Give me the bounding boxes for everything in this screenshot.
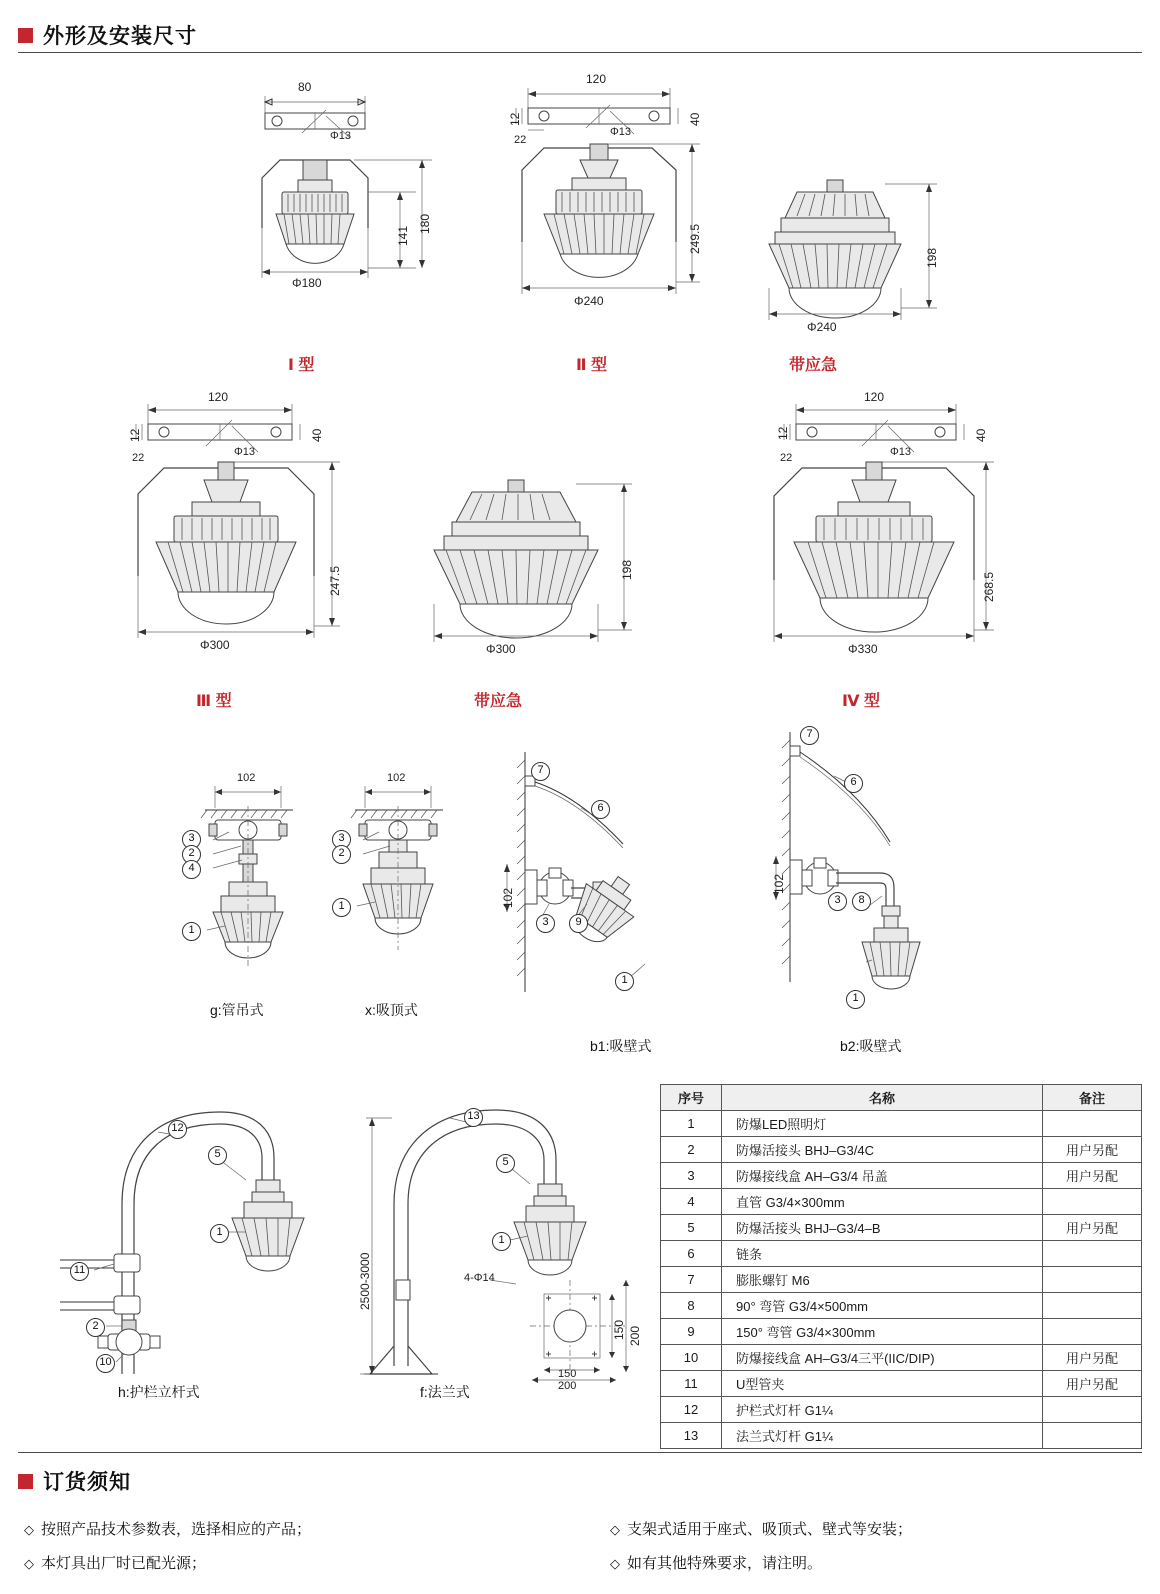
- table-row: [661, 1137, 1142, 1163]
- callout-2: 2: [86, 1318, 105, 1337]
- cell-no: 7: [661, 1267, 722, 1293]
- cell-remark: [1043, 1189, 1142, 1215]
- callout-3: 3: [536, 914, 555, 933]
- caption-mount-g: g:管吊式: [210, 1002, 264, 1018]
- cell-no: 9: [661, 1319, 722, 1345]
- dim-mount-f-plate-d: 200: [558, 1380, 577, 1392]
- dim-type1-height-inner: 141: [396, 225, 410, 246]
- cell-no: 13: [661, 1423, 722, 1449]
- cell-no: 11: [661, 1371, 722, 1397]
- dim-type1-height-outer: 180: [418, 213, 432, 234]
- caption-emergency2: 带应急: [474, 693, 523, 710]
- callout-12: 12: [168, 1120, 187, 1139]
- table-row: [661, 1267, 1142, 1293]
- dim-emergency1-diameter: Φ240: [807, 320, 837, 334]
- dim-type4-hole: Φ13: [890, 446, 912, 458]
- caption-mount-f: f:法兰式: [420, 1384, 470, 1400]
- dim-type1-hole: Φ13: [330, 130, 352, 142]
- diamond-icon: ◇: [610, 1522, 620, 1537]
- table-header-remark: 备注: [1043, 1085, 1142, 1111]
- dim-mount-f-holes: 4-Φ14: [464, 1272, 495, 1284]
- dim-type3-bracket-end: 22: [132, 452, 145, 464]
- table-row: [661, 1215, 1142, 1241]
- cell-name: U型管夹: [722, 1371, 1043, 1397]
- figure-mount-b1: [501, 752, 735, 1017]
- dim-mount-g: 102: [237, 772, 256, 784]
- dim-type2-bracket-right: 40: [688, 112, 702, 126]
- callout-1: 1: [846, 990, 865, 1009]
- dim-type2-hole: Φ13: [610, 126, 632, 138]
- dim-type2-height: 249.5: [688, 223, 702, 254]
- cell-remark: [1043, 1319, 1142, 1345]
- diamond-icon: ◇: [24, 1522, 34, 1537]
- caption-type1: Ⅰ 型: [288, 357, 315, 374]
- dim-mount-f-plate-c: 150: [558, 1368, 577, 1380]
- figure-type3: [118, 390, 348, 673]
- cell-no: 8: [661, 1293, 722, 1319]
- cell-name: 150° 弯管 G3/4×300mm: [722, 1319, 1043, 1345]
- order-note-right-2: ◇ 如有其他特殊要求，请注明。: [610, 1555, 823, 1572]
- cell-remark: 用户另配: [1043, 1163, 1142, 1189]
- callout-10: 10: [96, 1354, 115, 1373]
- order-note-right-1: ◇ 支架式适用于座式、吸顶式、壁式等安装；: [610, 1521, 913, 1538]
- dim-type4-height: 268.5: [982, 571, 996, 602]
- dim-type1-bracket-width: 80: [298, 80, 312, 94]
- section-title-outline: 外形及安装尺寸: [43, 25, 197, 48]
- dim-type4-bracket-width: 120: [864, 390, 885, 404]
- dim-type3-bracket-right: 40: [310, 428, 324, 442]
- figure-emergency1: [735, 180, 945, 345]
- callout-3: 3: [332, 830, 351, 849]
- figure-mount-b2: [770, 728, 1000, 1017]
- dim-type4-diameter: Φ330: [848, 642, 878, 656]
- callout-7: 7: [531, 762, 550, 781]
- table-row: [661, 1163, 1142, 1189]
- callout-5: 5: [208, 1146, 227, 1165]
- cell-no: 10: [661, 1345, 722, 1371]
- cell-name: 链条: [722, 1241, 1043, 1267]
- order-note-left-2: ◇ 本灯具出厂时已配光源；: [24, 1555, 207, 1572]
- cell-no: 1: [661, 1111, 722, 1137]
- cell-no: 3: [661, 1163, 722, 1189]
- cell-remark: [1043, 1423, 1142, 1449]
- figure-mount-g: [185, 772, 315, 995]
- cell-no: 2: [661, 1137, 722, 1163]
- callout-1: 1: [615, 972, 634, 991]
- callout-2: 2: [182, 845, 201, 864]
- cell-remark: [1043, 1293, 1142, 1319]
- dim-mount-f-plate-a: 150: [612, 1319, 626, 1340]
- cell-no: 4: [661, 1189, 722, 1215]
- callout-3: 3: [828, 892, 847, 911]
- callout-3: 3: [182, 830, 201, 849]
- table-row: [661, 1241, 1142, 1267]
- table-row: [661, 1371, 1142, 1397]
- table-header-row: [661, 1085, 1142, 1111]
- dim-type4-bracket-right: 40: [974, 428, 988, 442]
- callout-5: 5: [496, 1154, 515, 1173]
- callout-6: 6: [844, 774, 863, 793]
- section-title-order: 订货须知: [43, 1471, 131, 1494]
- table-row: [661, 1423, 1142, 1449]
- dim-type2-bracket-thick: 12: [508, 112, 522, 126]
- cell-name: 防爆活接头 BHJ–G3/4C: [722, 1137, 1043, 1163]
- caption-mount-b1: b1:吸壁式: [590, 1038, 652, 1054]
- cell-remark: [1043, 1267, 1142, 1293]
- callout-9: 9: [569, 914, 588, 933]
- section-heading-order: [18, 1466, 131, 1496]
- table-row: [661, 1319, 1142, 1345]
- dim-type3-hole: Φ13: [234, 446, 256, 458]
- dim-mount-x: 102: [387, 772, 406, 784]
- cell-name: 法兰式灯杆 G1¼: [722, 1423, 1043, 1449]
- cell-remark: [1043, 1241, 1142, 1267]
- dim-type1-diameter: Φ180: [292, 276, 322, 290]
- callout-6: 6: [591, 800, 610, 819]
- table-row: [661, 1397, 1142, 1423]
- cell-no: 6: [661, 1241, 722, 1267]
- cell-name: 防爆接线盒 AH–G3/4三平(IIC/DIP): [722, 1345, 1043, 1371]
- callout-1: 1: [332, 898, 351, 917]
- cell-remark: 用户另配: [1043, 1371, 1142, 1397]
- figure-type2: [500, 72, 710, 342]
- cell-name: 防爆活接头 BHJ–G3/4–B: [722, 1215, 1043, 1241]
- dim-mount-b1: 102: [501, 887, 515, 908]
- section-heading-outline: [18, 20, 197, 50]
- cell-name: 防爆LED照明灯: [722, 1111, 1043, 1137]
- callout-2: 2: [332, 845, 351, 864]
- cell-name: 直管 G3/4×300mm: [722, 1189, 1043, 1215]
- cell-name: 90° 弯管 G3/4×500mm: [722, 1293, 1043, 1319]
- table-row: [661, 1345, 1142, 1371]
- dim-type4-bracket-end: 22: [780, 452, 793, 464]
- cell-remark: [1043, 1397, 1142, 1423]
- callout-8: 8: [852, 892, 871, 911]
- figure-mount-h: [60, 1084, 340, 1384]
- divider-bottom: [18, 1452, 1142, 1453]
- cell-remark: 用户另配: [1043, 1137, 1142, 1163]
- cell-name: 护栏式灯杆 G1¼: [722, 1397, 1043, 1423]
- figure-mount-x: [335, 772, 465, 995]
- callout-1: 1: [492, 1232, 511, 1251]
- diamond-icon: ◇: [610, 1556, 620, 1571]
- caption-type3: Ⅲ 型: [196, 693, 232, 710]
- table-row: [661, 1189, 1142, 1215]
- figure-type1: [240, 80, 440, 338]
- dim-type2-bracket-width: 120: [586, 72, 607, 86]
- dim-emergency2-height: 198: [620, 559, 634, 580]
- cell-remark: 用户另配: [1043, 1345, 1142, 1371]
- diamond-icon: ◇: [24, 1556, 34, 1571]
- caption-mount-x: x:吸顶式: [365, 1002, 418, 1018]
- callout-13: 13: [464, 1108, 483, 1127]
- cell-remark: [1043, 1111, 1142, 1137]
- dim-mount-f-plate-b: 200: [628, 1325, 642, 1346]
- cell-name: 防爆接线盒 AH–G3/4 吊盖: [722, 1163, 1043, 1189]
- dim-emergency1-height: 198: [925, 247, 939, 268]
- cell-name: 膨胀螺钉 M6: [722, 1267, 1043, 1293]
- caption-mount-h: h:护栏立杆式: [118, 1384, 200, 1400]
- dim-type3-diameter: Φ300: [200, 638, 230, 652]
- callout-4: 4: [182, 860, 201, 879]
- caption-type2: Ⅱ 型: [576, 357, 607, 374]
- callout-7: 7: [800, 726, 819, 745]
- red-square-icon: [18, 1474, 33, 1489]
- dim-type4-bracket-thick: 12: [776, 426, 790, 440]
- callout-11: 11: [70, 1262, 89, 1281]
- caption-type4: Ⅳ 型: [842, 693, 881, 710]
- dim-mount-f-height: 2500-3000: [358, 1252, 372, 1310]
- caption-mount-b2: b2:吸壁式: [840, 1038, 902, 1054]
- dim-mount-b2: 102: [772, 873, 786, 894]
- dim-type3-height: 247.5: [328, 565, 342, 596]
- order-note-left-1: ◇ 按照产品技术参数表，选择相应的产品；: [24, 1521, 312, 1538]
- figure-emergency2: [400, 480, 640, 670]
- red-square-icon: [18, 28, 33, 43]
- dim-emergency2-diameter: Φ300: [486, 642, 516, 656]
- dim-type3-bracket-thick: 12: [128, 428, 142, 442]
- callout-1: 1: [182, 922, 201, 941]
- callout-1: 1: [210, 1224, 229, 1243]
- table-header-name: 名称: [722, 1085, 1043, 1111]
- dim-type2-bracket-end: 22: [514, 134, 527, 146]
- dim-type3-bracket-width: 120: [208, 390, 229, 404]
- caption-emergency1: 带应急: [789, 357, 838, 374]
- parts-table: [660, 1084, 1142, 1449]
- cell-no: 12: [661, 1397, 722, 1423]
- divider-top: [18, 52, 1142, 53]
- cell-remark: 用户另配: [1043, 1215, 1142, 1241]
- table-row: [661, 1111, 1142, 1137]
- dim-type2-diameter: Φ240: [574, 294, 604, 308]
- table-header-no: 序号: [661, 1085, 722, 1111]
- table-row: [661, 1293, 1142, 1319]
- figure-type4: [760, 390, 1000, 673]
- cell-no: 5: [661, 1215, 722, 1241]
